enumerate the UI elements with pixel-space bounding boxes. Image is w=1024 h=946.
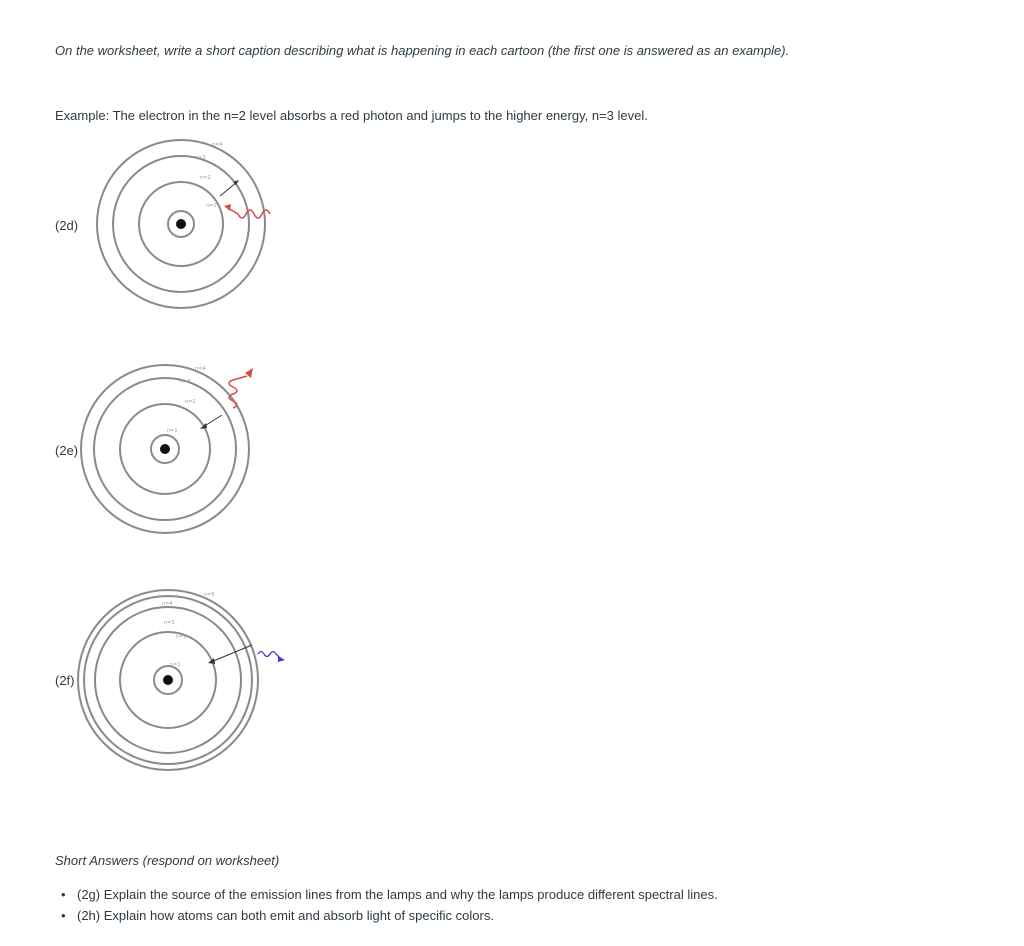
example-caption: Example: The electron in the n=2 level absorbs a red photon and jumps to the higher energy, n=3 level. <box>55 108 648 123</box>
instructions-text: On the worksheet, write a short caption describing what is happening in each cartoon (the first one is answered as an example). <box>55 43 790 58</box>
atom-diagram-2f <box>80 590 290 775</box>
nucleus <box>160 444 170 454</box>
short-answer-list <box>55 884 718 926</box>
photon-wave <box>258 652 280 659</box>
level-label-n4: n=4 <box>212 142 223 148</box>
level-label-n2: n=2 <box>185 399 196 405</box>
level-label-n5: n=5 <box>204 592 215 598</box>
level-label-n1: n=1 <box>170 662 181 668</box>
atom-diagram-2e <box>85 362 265 542</box>
figure-label-2e: (2e) <box>55 443 79 458</box>
figure-label-2f: (2f) <box>55 673 75 688</box>
bullet-icon: • <box>61 887 66 902</box>
level-label-n3: n=3 <box>164 620 175 626</box>
list-item <box>55 884 718 905</box>
electron-drop-arrow <box>211 645 252 662</box>
level-label-n3: n=3 <box>180 379 191 385</box>
question-2h: (2h) Explain how atoms can both emit and absorb light of specific colors. <box>77 908 494 923</box>
nucleus <box>176 219 186 229</box>
electron-jump-arrow <box>220 182 237 196</box>
level-label-n2: n=2 <box>200 175 211 181</box>
level-label-n2: n=2 <box>176 634 187 640</box>
photon-wave <box>229 376 247 408</box>
level-label-n1: n=1 <box>206 203 217 209</box>
question-2g: (2g) Explain the source of the emission lines from the lamps and why the lamps produce different spectral lines. <box>77 887 718 902</box>
photon-arrowhead <box>278 656 285 662</box>
level-label-n3: n=3 <box>195 155 206 161</box>
level-label-n4: n=4 <box>195 366 206 372</box>
short-answers-title: Short Answers (respond on worksheet) <box>55 853 280 868</box>
level-label-n1: n=1 <box>167 428 178 434</box>
bullet-icon: • <box>61 908 66 923</box>
list-item <box>55 905 718 926</box>
photon-arrowhead <box>224 204 231 211</box>
figure-label-2d: (2d) <box>55 218 79 233</box>
nucleus <box>163 675 173 685</box>
level-label-n4: n=4 <box>162 601 173 607</box>
atom-diagram-2d <box>100 138 280 313</box>
